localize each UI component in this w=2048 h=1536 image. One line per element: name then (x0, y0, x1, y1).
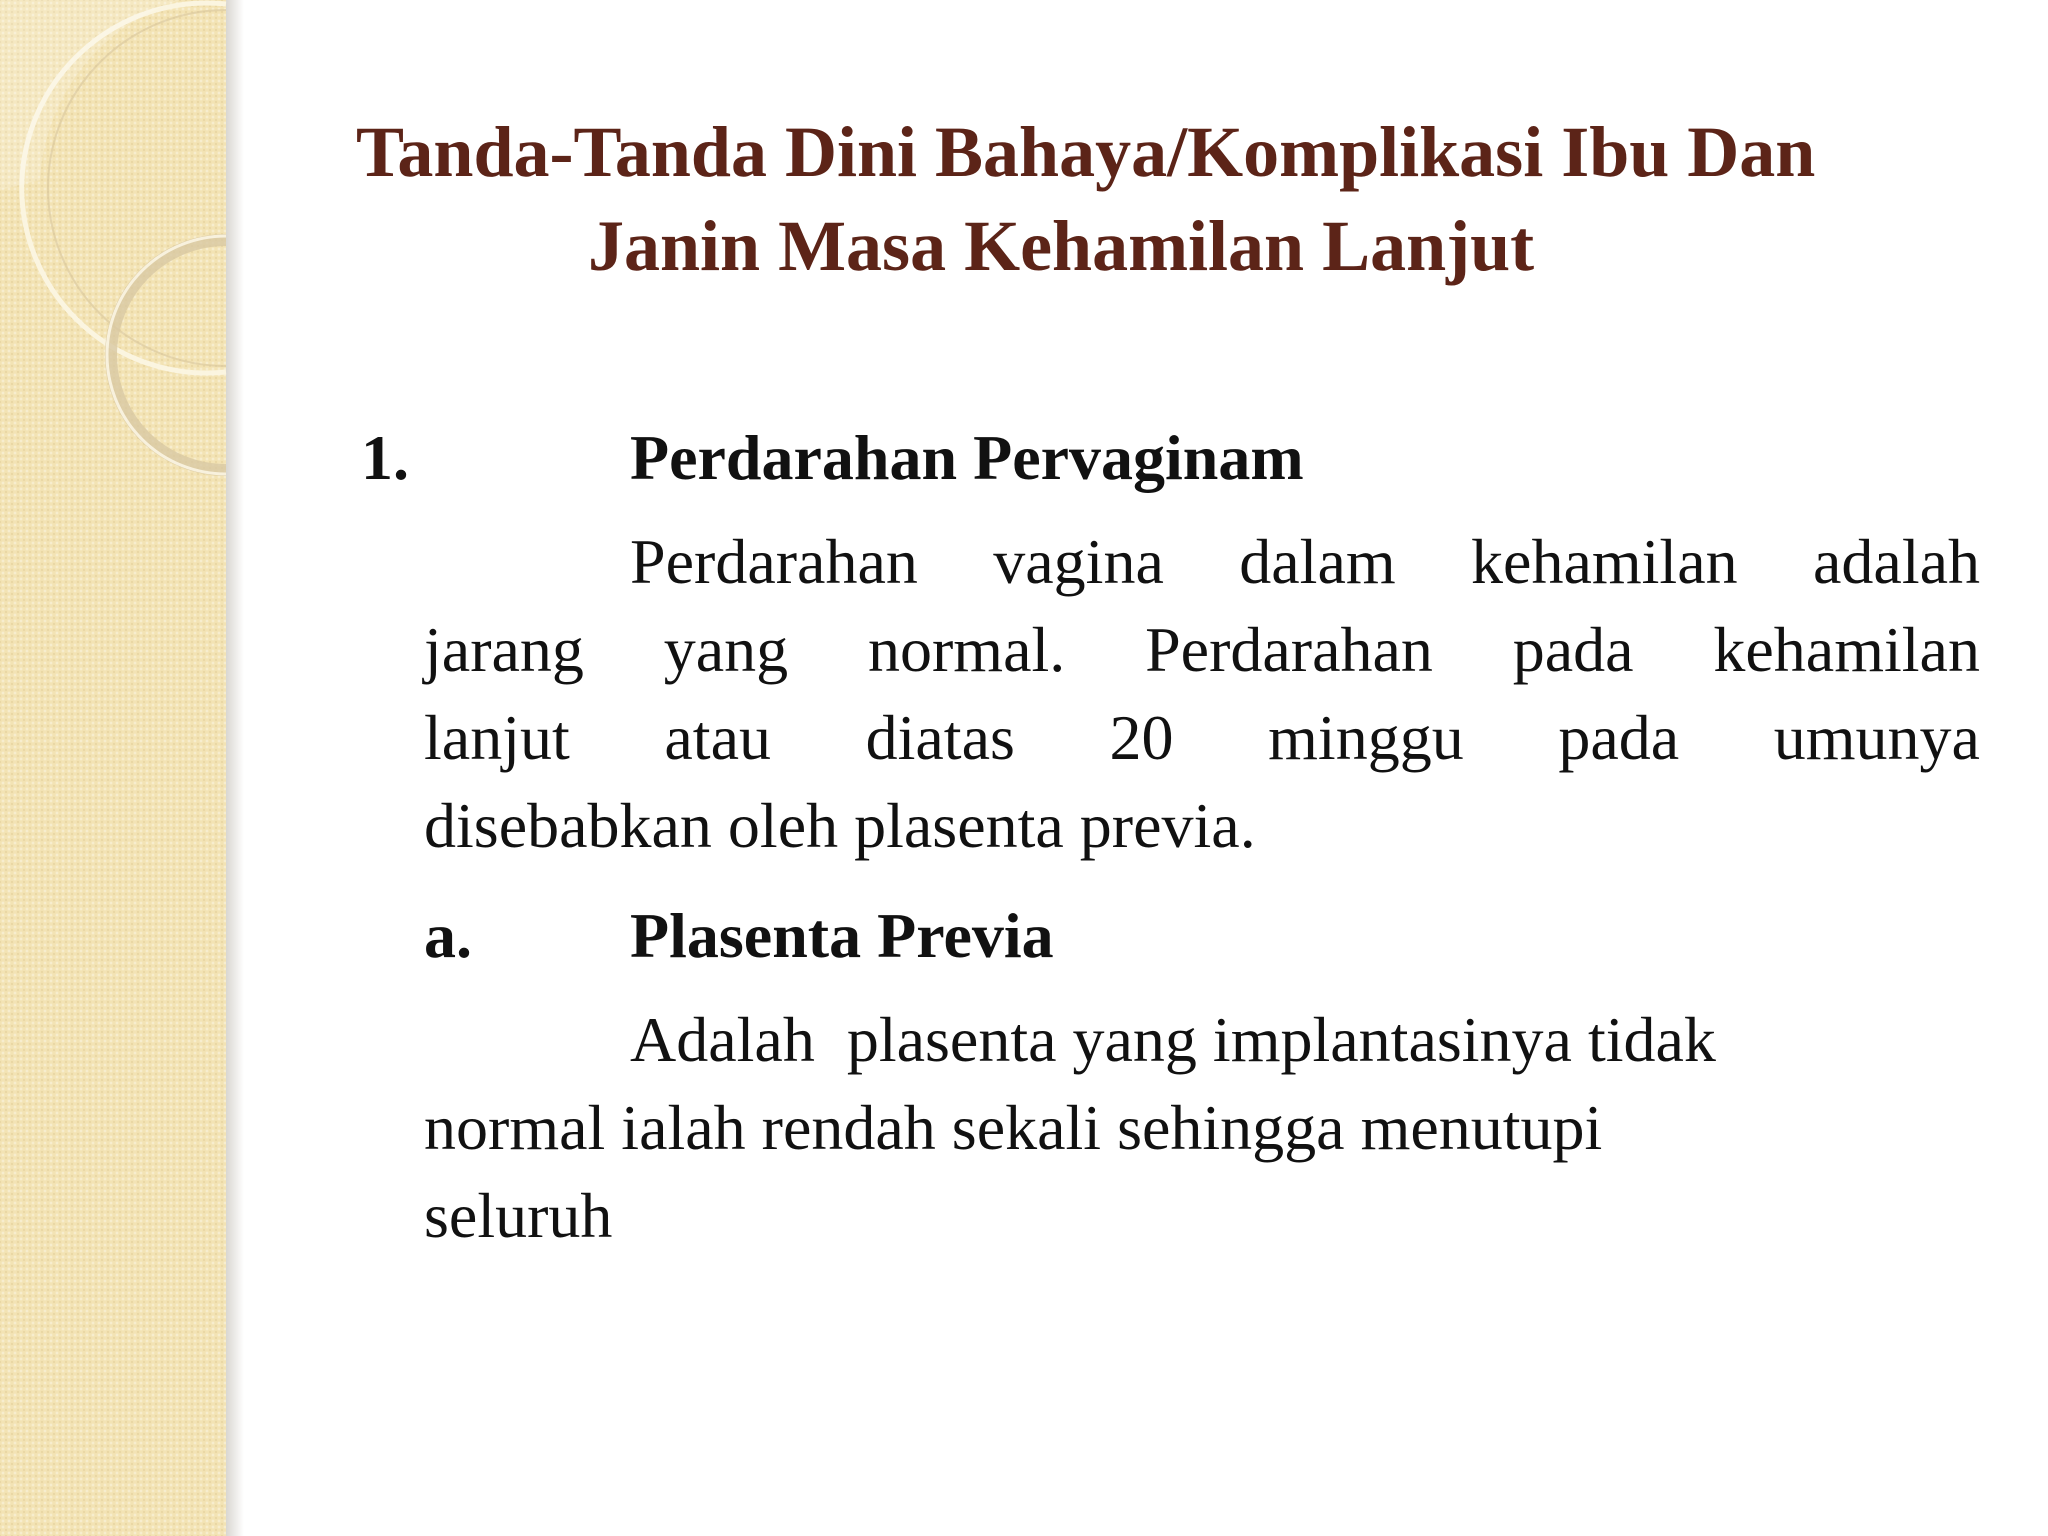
section-heading: Perdarahan Pervaginam (630, 422, 1304, 493)
paragraph-line: seluruh (424, 1180, 613, 1251)
subsection-letter: a. (424, 900, 472, 971)
paragraph-line: jarang yang normal. Perdarahan pada kehamilan (424, 614, 1980, 685)
section-number: 1. (361, 422, 409, 493)
title-line-2: Janin Masa Kehamilan Lanjut (588, 206, 1535, 286)
paragraph-line: normal ialah rendah sekali sehingga menutupi (424, 1092, 1603, 1163)
paragraph-line: disebabkan oleh plasenta previa. (424, 790, 1256, 861)
section-paragraph (424, 518, 1980, 870)
paragraph-line: lanjut atau diatas 20 minggu pada umunya (424, 702, 1980, 773)
subsection-paragraph (424, 996, 1980, 1260)
paragraph-line: Perdarahan vagina dalam kehamilan adalah (630, 526, 1980, 597)
paragraph-line: Adalah plasenta yang implantasinya tidak (630, 1004, 1716, 1075)
title-line-1: Tanda-Tanda Dini Bahaya/Komplikasi Ibu Dan (356, 112, 1816, 192)
subsection-heading: Plasenta Previa (630, 900, 1054, 971)
